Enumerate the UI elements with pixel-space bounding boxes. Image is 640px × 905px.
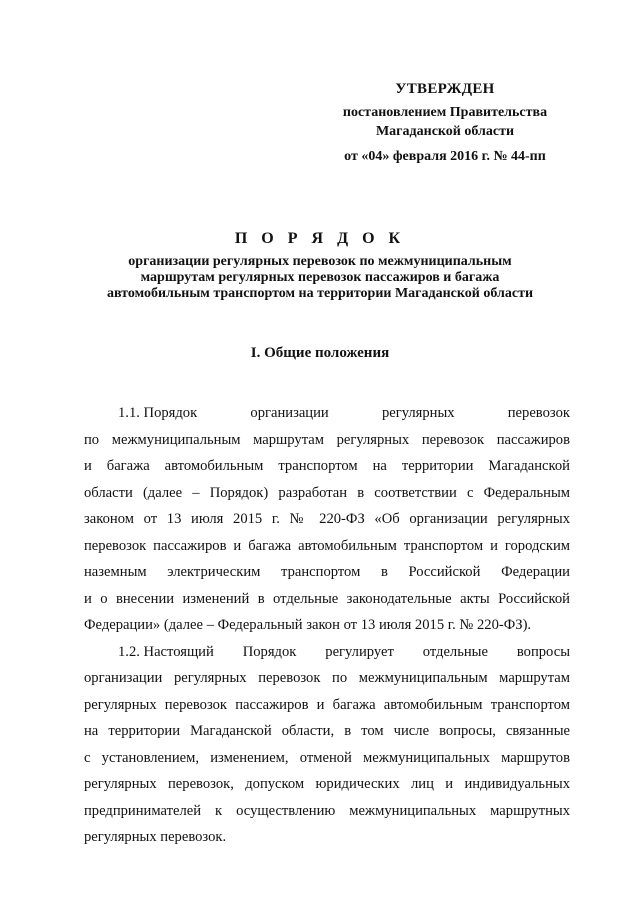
approval-date: от «04» февраля 2016 г. № 44-пп [344,149,546,164]
paragraph-line: Федерации» (далее – Федеральный закон от 13 июля 2015 г. № 220-ФЗ). [84,617,532,633]
approval-line-2: Магаданской области [375,124,515,139]
paragraph-word: регулирует [325,643,394,660]
approval-heading: УТВЕРЖДЕН [395,81,495,97]
paragraph-word: 1.1. Порядок [118,405,198,421]
paragraph-1-1 [84,400,570,639]
paragraph-line: на территории Магаданской области, в том числе вопросы, связанные [84,723,570,739]
paragraph-line: с установлением, изменением, отменой межмуниципальных маршрутов [84,749,570,766]
paragraph-line: наземным электрическим транспортом в Российской Федерации [84,564,570,580]
paragraph-line: области (далее – Порядок) разработан в соответствии с Федеральным [84,484,570,501]
approval-stamp-block [320,80,570,166]
document-body [84,400,570,851]
paragraph-line: законом от 13 июля 2015 г. № 220-ФЗ «Об организации регулярных [84,511,570,527]
approval-line-1: постановлением Правительства [342,105,548,120]
paragraph-line: перевозок пассажиров и багажа автомобильным транспортом и городским [84,537,570,554]
paragraph-line: регулярных перевозок, допуском юридических лиц и индивидуальных [84,776,570,792]
paragraph-line: и о внесении изменений в отдельные законодательные акты Российской [84,590,570,607]
paragraph-line: организации регулярных перевозок по межмуниципальным маршрутам [84,670,570,686]
paragraph-word: вопросы [516,643,570,660]
paragraph-line [84,400,570,427]
section-heading: I. Общие положения [250,345,390,361]
document-title-main: П О Р Я Д О К [234,230,406,247]
paragraph-line: регулярных перевозок пассажиров и багажа автомобильным транспортом [84,696,570,713]
paragraph-word: перевозок [507,405,570,421]
document-title [60,230,580,302]
paragraph-word: отдельные [422,643,488,660]
paragraph-line [84,639,570,666]
paragraph-line: регулярных перевозок. [84,829,227,845]
document-title-line-1: организации регулярных перевозок по межмуниципальным [128,254,512,269]
paragraph-word: организации [250,405,329,421]
paragraph-1-2 [84,639,570,851]
paragraph-word: 1.2. Настоящий [118,643,214,660]
paragraph-line: предпринимателей к осуществлению межмуниципальных маршрутных [84,802,570,819]
document-title-line-3: автомобильным транспортом на территории Магаданской области [106,286,534,301]
paragraph-line: и багажа автомобильным транспортом на территории Магаданской [84,458,570,474]
document-title-line-2: маршрутам регулярных перевозок пассажиров и багажа [140,270,500,285]
paragraph-word: регулярных [381,405,455,421]
paragraph-line: по межмуниципальным маршрутам регулярных перевозок пассажиров [84,431,570,448]
paragraph-word: Порядок [242,643,297,660]
